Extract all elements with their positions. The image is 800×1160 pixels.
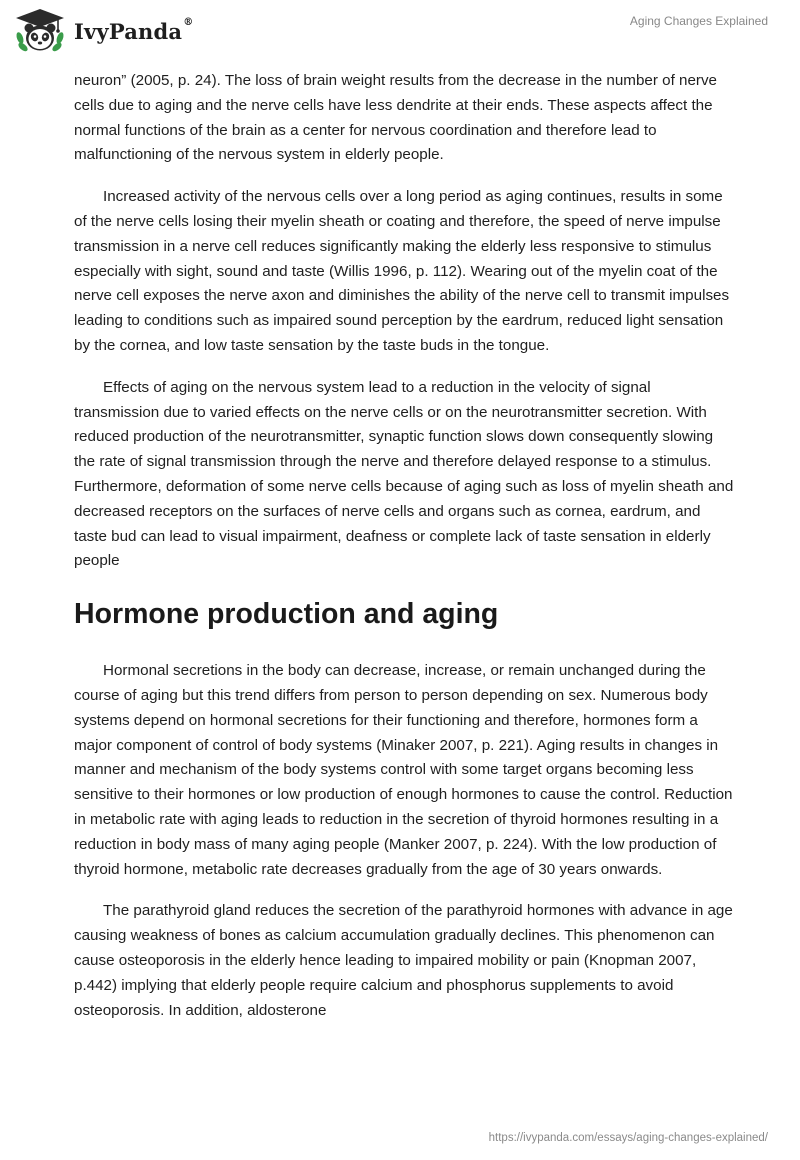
brand-wordmark: IvyPanda: [74, 18, 183, 44]
page-header: [0, 0, 800, 70]
brand-name: [74, 16, 194, 44]
source-url-link[interactable]: https://ivypanda.com/essays/aging-changes-explained/: [488, 1132, 768, 1144]
document-title: Aging Changes Explained: [629, 14, 768, 28]
paragraph: Effects of aging on the nervous system lead to a reduction in the velocity of signal transmission due to varied effects on the nerve cells or on the neurotransmitter secretion. With reduced production of the neurotransmitter, synaptic function slows down consequently slowing the rate of signal transmission through the nerve and therefore delayed response to a stimulus. Furthermore, deformation of some nerve cells because of aging such as loss of myelin sheath and decreased receptors on the surfaces of nerve cells and organs such as cornea, eardrum, and taste bud can lead to visual impairment, deafness or complete lack of taste sensation in elderly people: [74, 378, 734, 570]
paragraph: Hormonal secretions in the body can decrease, increase, or remain unchanged during the course of aging but this trend differs from person to person depending on sex. Numerous body systems depend on hormonal secretions for their functioning and therefore, hormones form a major component of control of body systems (Minaker 2007, p. 221). Aging results in changes in manner and mechanism of the body systems control with some target organs becoming less sensitive to their hormones or low production of enough hormones to cause the control. Reduction in metabolic rate with aging leads to reduction in the secretion of thyroid hormones resulting in a reduction in body mass of many aging people (Manker 2007, p. 224). With the low production of thyroid hormone, metabolic rate decreases gradually from the age of 30 years onwards.: [74, 662, 733, 878]
brand-logo[interactable]: [14, 8, 193, 54]
registered-mark: ®: [183, 16, 194, 28]
paragraph: The parathyroid gland reduces the secretion of the parathyroid hormones with advance in age causing weakness of bones as calcium accumulation gradually declines. This phenomenon can cause osteoporosis in the elderly hence leading to impaired mobility or pain (Knopman 2007, p.442) implying that elderly people require calcium and phosphorus supplements to avoid osteoporosis. In addition, aldosterone: [74, 902, 733, 1019]
section-heading: Hormone production and aging: [74, 598, 499, 631]
panda-graduate-icon: [14, 8, 66, 54]
paragraph: neuron” (2005, p. 24). The loss of brain weight results from the decrease in the number of nerve cells due to aging and the nerve cells have less dendrite at their ends. These aspects affect the normal functions of the brain as a center for nervous coordination and therefore lead to malfunctioning of the nervous system in elderly people.: [74, 72, 718, 164]
paragraph: Increased activity of the nervous cells over a long period as aging continues, results in some of the nerve cells losing their myelin sheath or coating and therefore, the speed of nerve impulse transmission in a nerve cell reduces significantly making the elderly less responsive to stimulus especially with sight, sound and taste (Willis 1996, p. 112). Wearing out of the myelin coat of the nerve cell exposes the nerve axon and diminishes the ability of the nerve cell to transmit impulses leading to conditions such as impaired sound perception by the eardrum, reduced light sensation by the cornea, and low taste sensation by the taste buds in the tongue.: [74, 188, 730, 354]
essay-body: [74, 69, 734, 1040]
